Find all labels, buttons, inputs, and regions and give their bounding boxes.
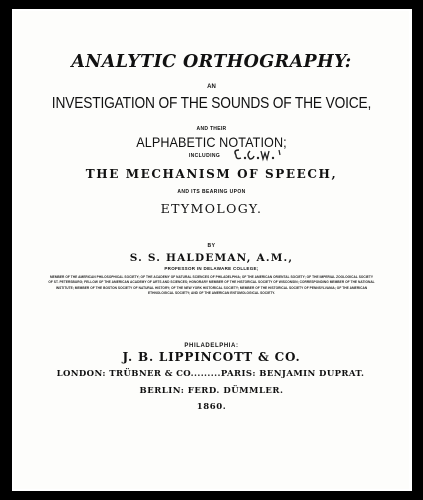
imprint-berlin: BERLIN: FERD. DÜMMLER.: [139, 386, 284, 396]
subtitle-connector-including: INCLUDING: [188, 153, 221, 159]
scan-border-left: [0, 0, 12, 500]
scan-border-right: [412, 0, 423, 500]
paper-sheet: [14, 11, 409, 489]
subtitle-alphabetic-notation: ALPHABETIC NOTATION;: [136, 134, 287, 150]
author-memberships: MEMBER OF THE AMERICAN PHILOSOPHICAL SOCIETY; OF THE ACADEMY OF NATURAL SCIENCES OF PHILADELPHIA; OF THE AMERICAN ORIENTAL SOCIETY; OF THE IMPERIAL ZOOLOGICAL SOCIETY OF ST. PETERSBURG; FELLOW OF THE AMERICAN ACADEMY OF ARTS AND SCIENCES; HONORARY MEMBER OF THE HISTORICAL SOCIETY OF WISCONSIN; CORRESPONDING MEMBER OF THE NATIONAL INSTITUTE; MEMBER OF THE BOSTON SOCIETY OF NATURAL HISTORY; OF THE NEW YORK HISTORICAL SOCIETY; MEMBER OF THE HISTORICAL SOCIETY OF PENNSYLVANIA; OF THE AMERICAN ETHNOLOGICAL SOCIETY; AND OF THE AMERICAN ENTOMOLOGICAL SOCIETY.: [48, 275, 375, 296]
subtitle-investigation: INVESTIGATION OF THE SOUNDS OF THE VOICE,: [51, 95, 372, 112]
subtitle-connector-bearing: AND ITS BEARING UPON: [177, 189, 246, 195]
scan-border-top: [0, 0, 423, 9]
book-title: ANALYTIC ORTHOGRAPHY:: [71, 52, 352, 72]
subtitle-connector-and-their: AND THEIR: [196, 126, 227, 132]
subtitle-mechanism-of-speech: THE MECHANISM OF SPEECH,: [85, 167, 338, 181]
subtitle-article: AN: [207, 84, 216, 90]
imprint-city: PHILADELPHIA:: [184, 343, 239, 349]
subtitle-etymology: ETYMOLOGY.: [160, 201, 263, 216]
imprint-london-paris: LONDON: TRÜBNER & CO.........PARIS: BENJAMIN DUPRAT.: [56, 369, 365, 379]
author-position: PROFESSOR IN DELAWARE COLLEGE;: [164, 266, 259, 271]
library-stamp: [230, 148, 286, 162]
byline-by: BY: [207, 243, 216, 249]
author-name: S. S. HALDEMAN, A.M.,: [129, 252, 294, 264]
scan-border-bottom: [0, 491, 423, 500]
imprint-publisher: J. B. LIPPINCOTT & CO.: [122, 350, 301, 364]
imprint-year: 1860.: [196, 402, 227, 412]
